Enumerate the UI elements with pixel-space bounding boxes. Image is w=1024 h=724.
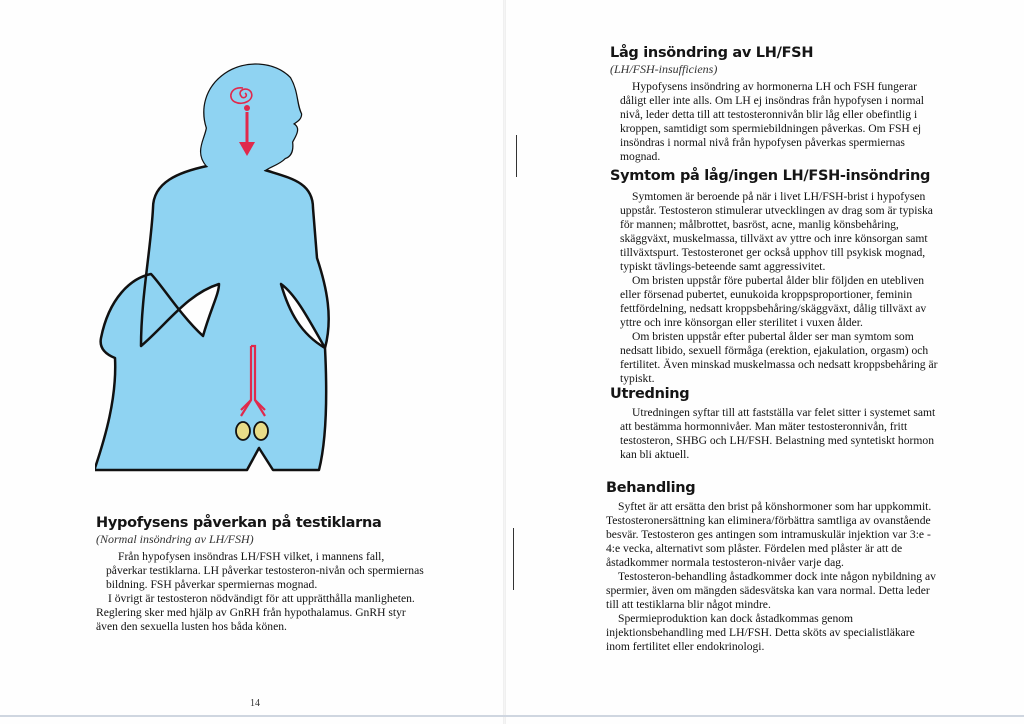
paragraph: Hypofysens insöndring av hormonerna LH och FSH fungerar dåligt eller inte alls. Om LH ej insöndras från hypofysen i normal nivå, leder detta till att testosteronnivån blir låg eller obefintlig i kroppen, samtidigt som spermiebildningen påverkas. Om FSH ej insöndras i normal nivå från hypofysen påverkas spermiernas mognad.	[620, 80, 924, 163]
section-investigation	[610, 386, 940, 462]
section-treatment	[606, 480, 940, 654]
paragraph: I övrigt är testosteron nödvändigt för att upprätthålla manligheten. Reglering sker med hjälp av GnRH från hypothalamus. GnRH styr även den sexuella lusten hos båda könen.	[96, 592, 415, 633]
page-fold	[503, 0, 506, 724]
section-heading: Låg insöndring av LH/FSH	[610, 45, 814, 61]
section-low-secretion	[610, 45, 940, 164]
body-illustration	[95, 58, 390, 478]
paragraph: Om bristen uppstår före pubertal ålder blir följden en utebliven eller försenad pubertet, eunukoida kroppsproportioner, feminin fettfördelning, nedsatt kroppsbehåring/skäggväxt, dålig tillväxt av yttre och inre könsorgan eller sterilitet i vuxen ålder.	[620, 274, 927, 329]
margin-mark	[513, 528, 514, 590]
paragraph: Från hypofysen insöndras LH/FSH vilket, i mannens fall, påverkar testiklarna. LH påverkar testosteron-nivån och spermiernas bildning. FSH påverkar spermiernas mognad.	[106, 550, 424, 591]
left-text-block	[96, 515, 424, 634]
paragraph: Symtomen är beroende på när i livet LH/FSH-brist i hypofysen uppstår. Testosteron stimulerar utvecklingen av drag som är typiska för mannen; målbrottet, basröst, acne, manlig könsbehåring, skäggväxt, muskelmassa, tillväxt av yttre och inre könsorgan samt tillväxtspurt. Testosteronet ger också upphov till psykisk mognad, typiskt tävlings-beteende samt aggressivitet.	[620, 190, 933, 273]
section-heading: Symtom på låg/ingen LH/FSH-insöndring	[610, 168, 931, 184]
section-subheading: (LH/FSH-insufficiens)	[610, 62, 718, 76]
hypophysis-dot	[244, 105, 250, 111]
section-subheading: (Normal insöndring av LH/FSH)	[96, 532, 254, 546]
margin-mark	[516, 135, 517, 177]
section-symptoms	[610, 168, 940, 386]
paragraph: Syftet är att ersätta den brist på könshormoner som har uppkommit. Testosteronersättning kan eliminera/förbättra samtliga av ovanstående besvär. Testosteron ges antingen som intramuskulär injektion var 3:e - 4:e vecka, alternativt som plåster. Fördelen med plåster är att de åstadkommer normala testosteron-nivåer varje dag.	[606, 500, 932, 569]
paragraph: Om bristen uppstår efter pubertal ålder ser man symtom som nedsatt libido, sexuell förmåga (erektion, ejakulation, orgasm) och fertilitet. Även minskad muskelmassa och nedsatt kroppsbehåring är typiskt.	[620, 330, 938, 385]
paragraph: Testosteron-behandling åstadkommer dock inte någon nybildning av spermier, även om mängden sädesvätska kan vara normal. Detta leder till att testiklarna blir något mindre.	[606, 570, 936, 611]
section-heading: Hypofysens påverkan på testiklarna	[96, 515, 382, 531]
section-heading: Utredning	[610, 386, 690, 402]
paragraph: Utredningen syftar till att fastställa var felet sitter i systemet samt att bestämma hormonnivåer. Man mäter testosteronnivån, fritt testosteron, SHBG och LH/FSH. Belastning med syntetiskt hormon kan bli aktuell.	[620, 406, 936, 461]
paragraph: Spermieproduktion kan dock åstadkommas genom injektionsbehandling med LH/FSH. Detta sköts av specialistläkare inom fertilitet eller endokrinologi.	[606, 612, 915, 653]
section-heading: Behandling	[606, 480, 696, 496]
bottom-rule	[0, 715, 1024, 717]
page-number: 14	[250, 698, 260, 709]
